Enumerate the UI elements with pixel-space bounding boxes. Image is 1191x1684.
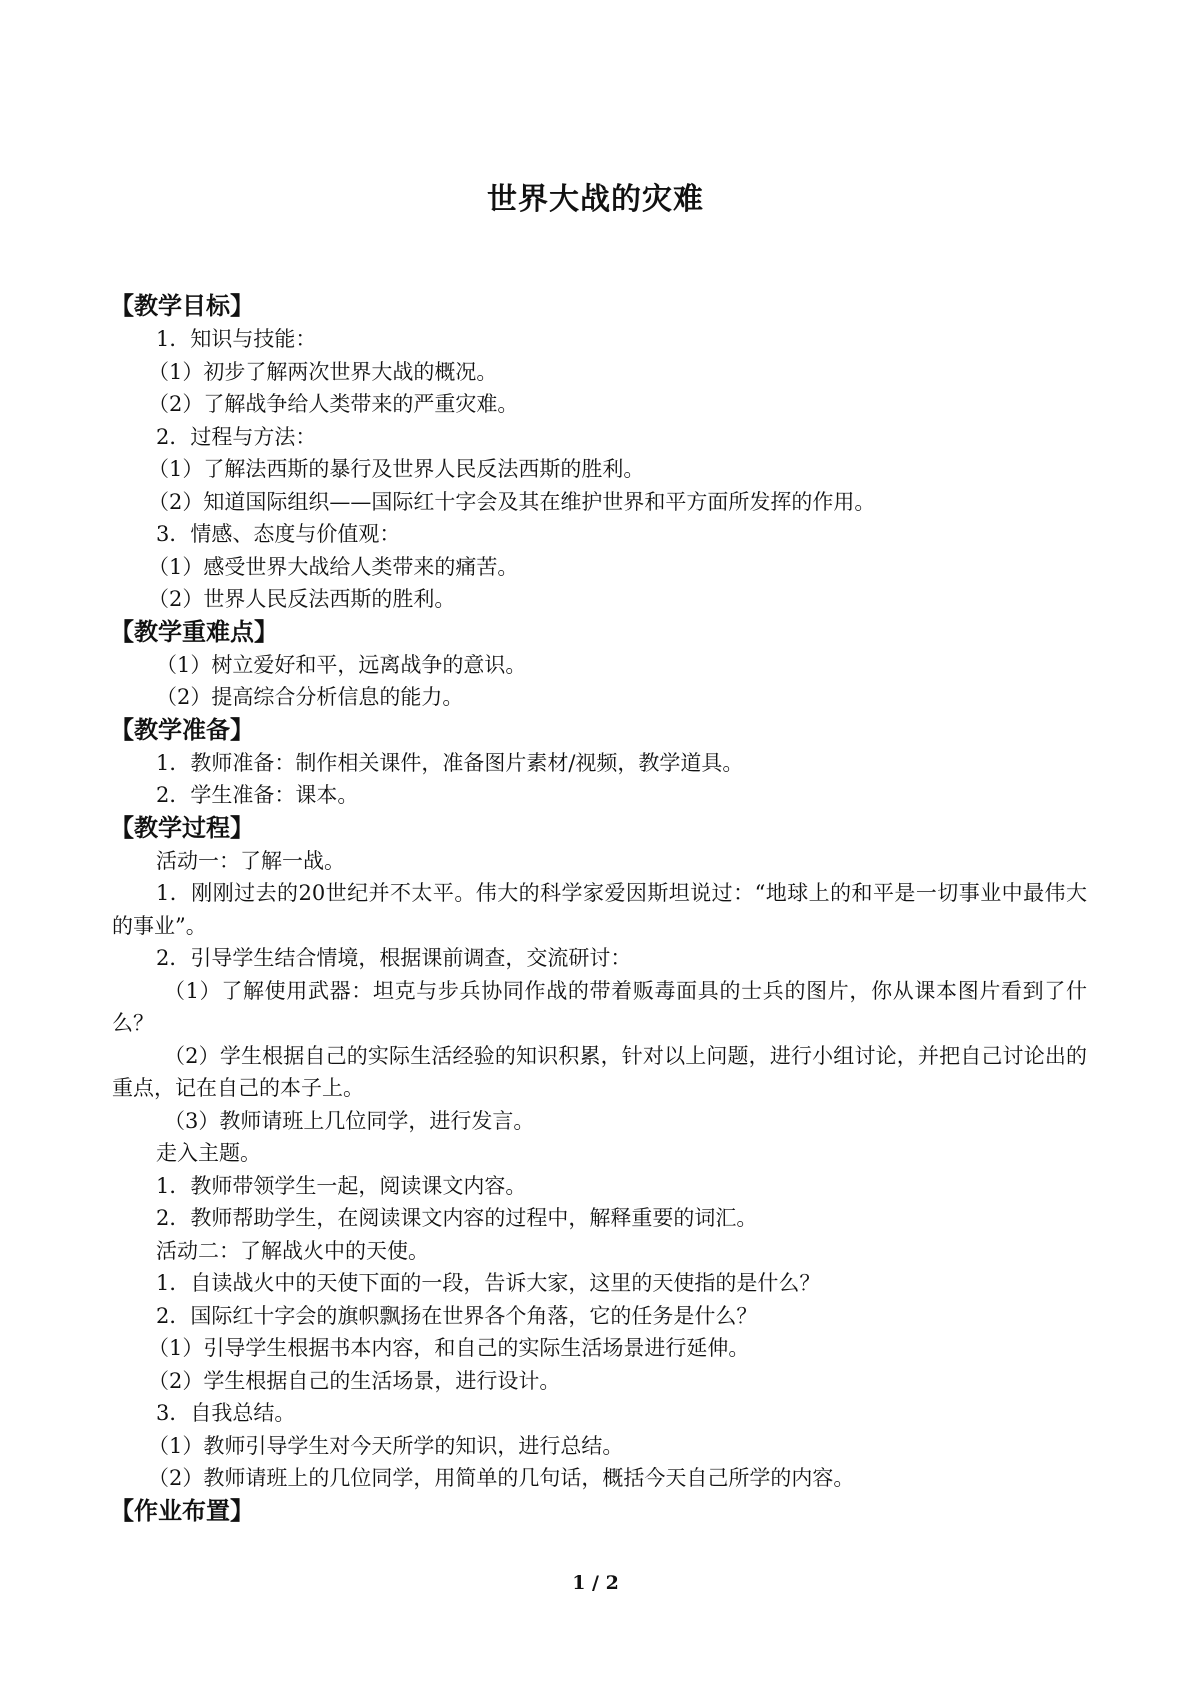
text-paragraph: （1）了解使用武器：坦克与步兵协同作战的带着贩毒面具的士兵的图片，你从课本图片看到了什么？ [112,978,1087,1035]
text-line: 活动二：了解战火中的天使。 [156,1238,429,1263]
text-line: 1．自读战火中的天使下面的一段，告诉大家，这里的天使指的是什么？ [156,1271,821,1295]
text-line: （2）世界人民反法西斯的胜利。 [148,587,456,611]
text-line: 活动一：了解一战。 [156,848,345,873]
text-line: 2．引导学生结合情境，根据课前调查，交流研讨： [156,946,632,970]
section-heading-process: 【教学过程】 [110,813,254,842]
text-line: （1）树立爱好和平，远离战争的意识。 [156,652,527,677]
section-heading-preparation: 【教学准备】 [110,715,254,744]
text-line: （2）提高综合分析信息的能力。 [156,685,464,709]
text-paragraph: 1．刚刚过去的20世纪并不太平。伟大的科学家爱因斯坦说过：“地球上的和平是一切事业中最伟大的事业”。 [112,881,1087,938]
text-line: （2）教师请班上的几位同学，用简单的几句话，概括今天自己所学的内容。 [148,1466,855,1490]
text-line: （2）学生根据自己的生活场景，进行设计。 [148,1368,561,1393]
text-line: （1）感受世界大战给人类带来的痛苦。 [148,554,519,579]
document-body [112,290,1087,1528]
section-heading-homework: 【作业布置】 [110,1496,254,1525]
text-line: （2）了解战争给人类带来的严重灾难。 [148,392,519,416]
text-line: 2．学生准备：课本。 [156,783,359,807]
page-number: 1 / 2 [572,1572,619,1594]
text-line: 1．教师准备：制作相关课件，准备图片素材/视频，教学道具。 [156,750,744,775]
text-line: 1．知识与技能： [156,327,317,351]
text-line: （1）引导学生根据书本内容，和自己的实际生活场景进行延伸。 [148,1336,750,1360]
text-line: （2）知道国际组织——国际红十字会及其在维护世界和平方面所发挥的作用。 [148,489,876,514]
text-line: 1．教师带领学生一起，阅读课文内容。 [156,1173,527,1198]
text-line: 2．国际红十字会的旗帜飘扬在世界各个角落，它的任务是什么？ [156,1303,758,1328]
text-line: （1）了解法西斯的暴行及世界人民反法西斯的胜利。 [148,457,645,481]
text-line: 走入主题。 [156,1141,261,1165]
text-line: （1）教师引导学生对今天所学的知识，进行总结。 [148,1433,624,1458]
text-line: 2．教师帮助学生，在阅读课文内容的过程中，解释重要的词汇。 [156,1206,758,1230]
page-title: 世界大战的灾难 [487,182,704,217]
section-heading-key-points: 【教学重难点】 [110,617,278,646]
text-line: （3）教师请班上几位同学，进行发言。 [164,1108,535,1133]
text-line: 3．自我总结。 [156,1401,296,1425]
text-line: 2．过程与方法： [156,424,317,449]
section-heading-objectives: 【教学目标】 [110,292,254,320]
text-line: （1）初步了解两次世界大战的概况。 [148,359,498,384]
text-line: 3．情感、态度与价值观： [156,522,401,546]
text-paragraph: （2）学生根据自己的实际生活经验的知识积累，针对以上问题，进行小组讨论，并把自己讨论出的重点，记在自己的本子上。 [112,1043,1087,1100]
